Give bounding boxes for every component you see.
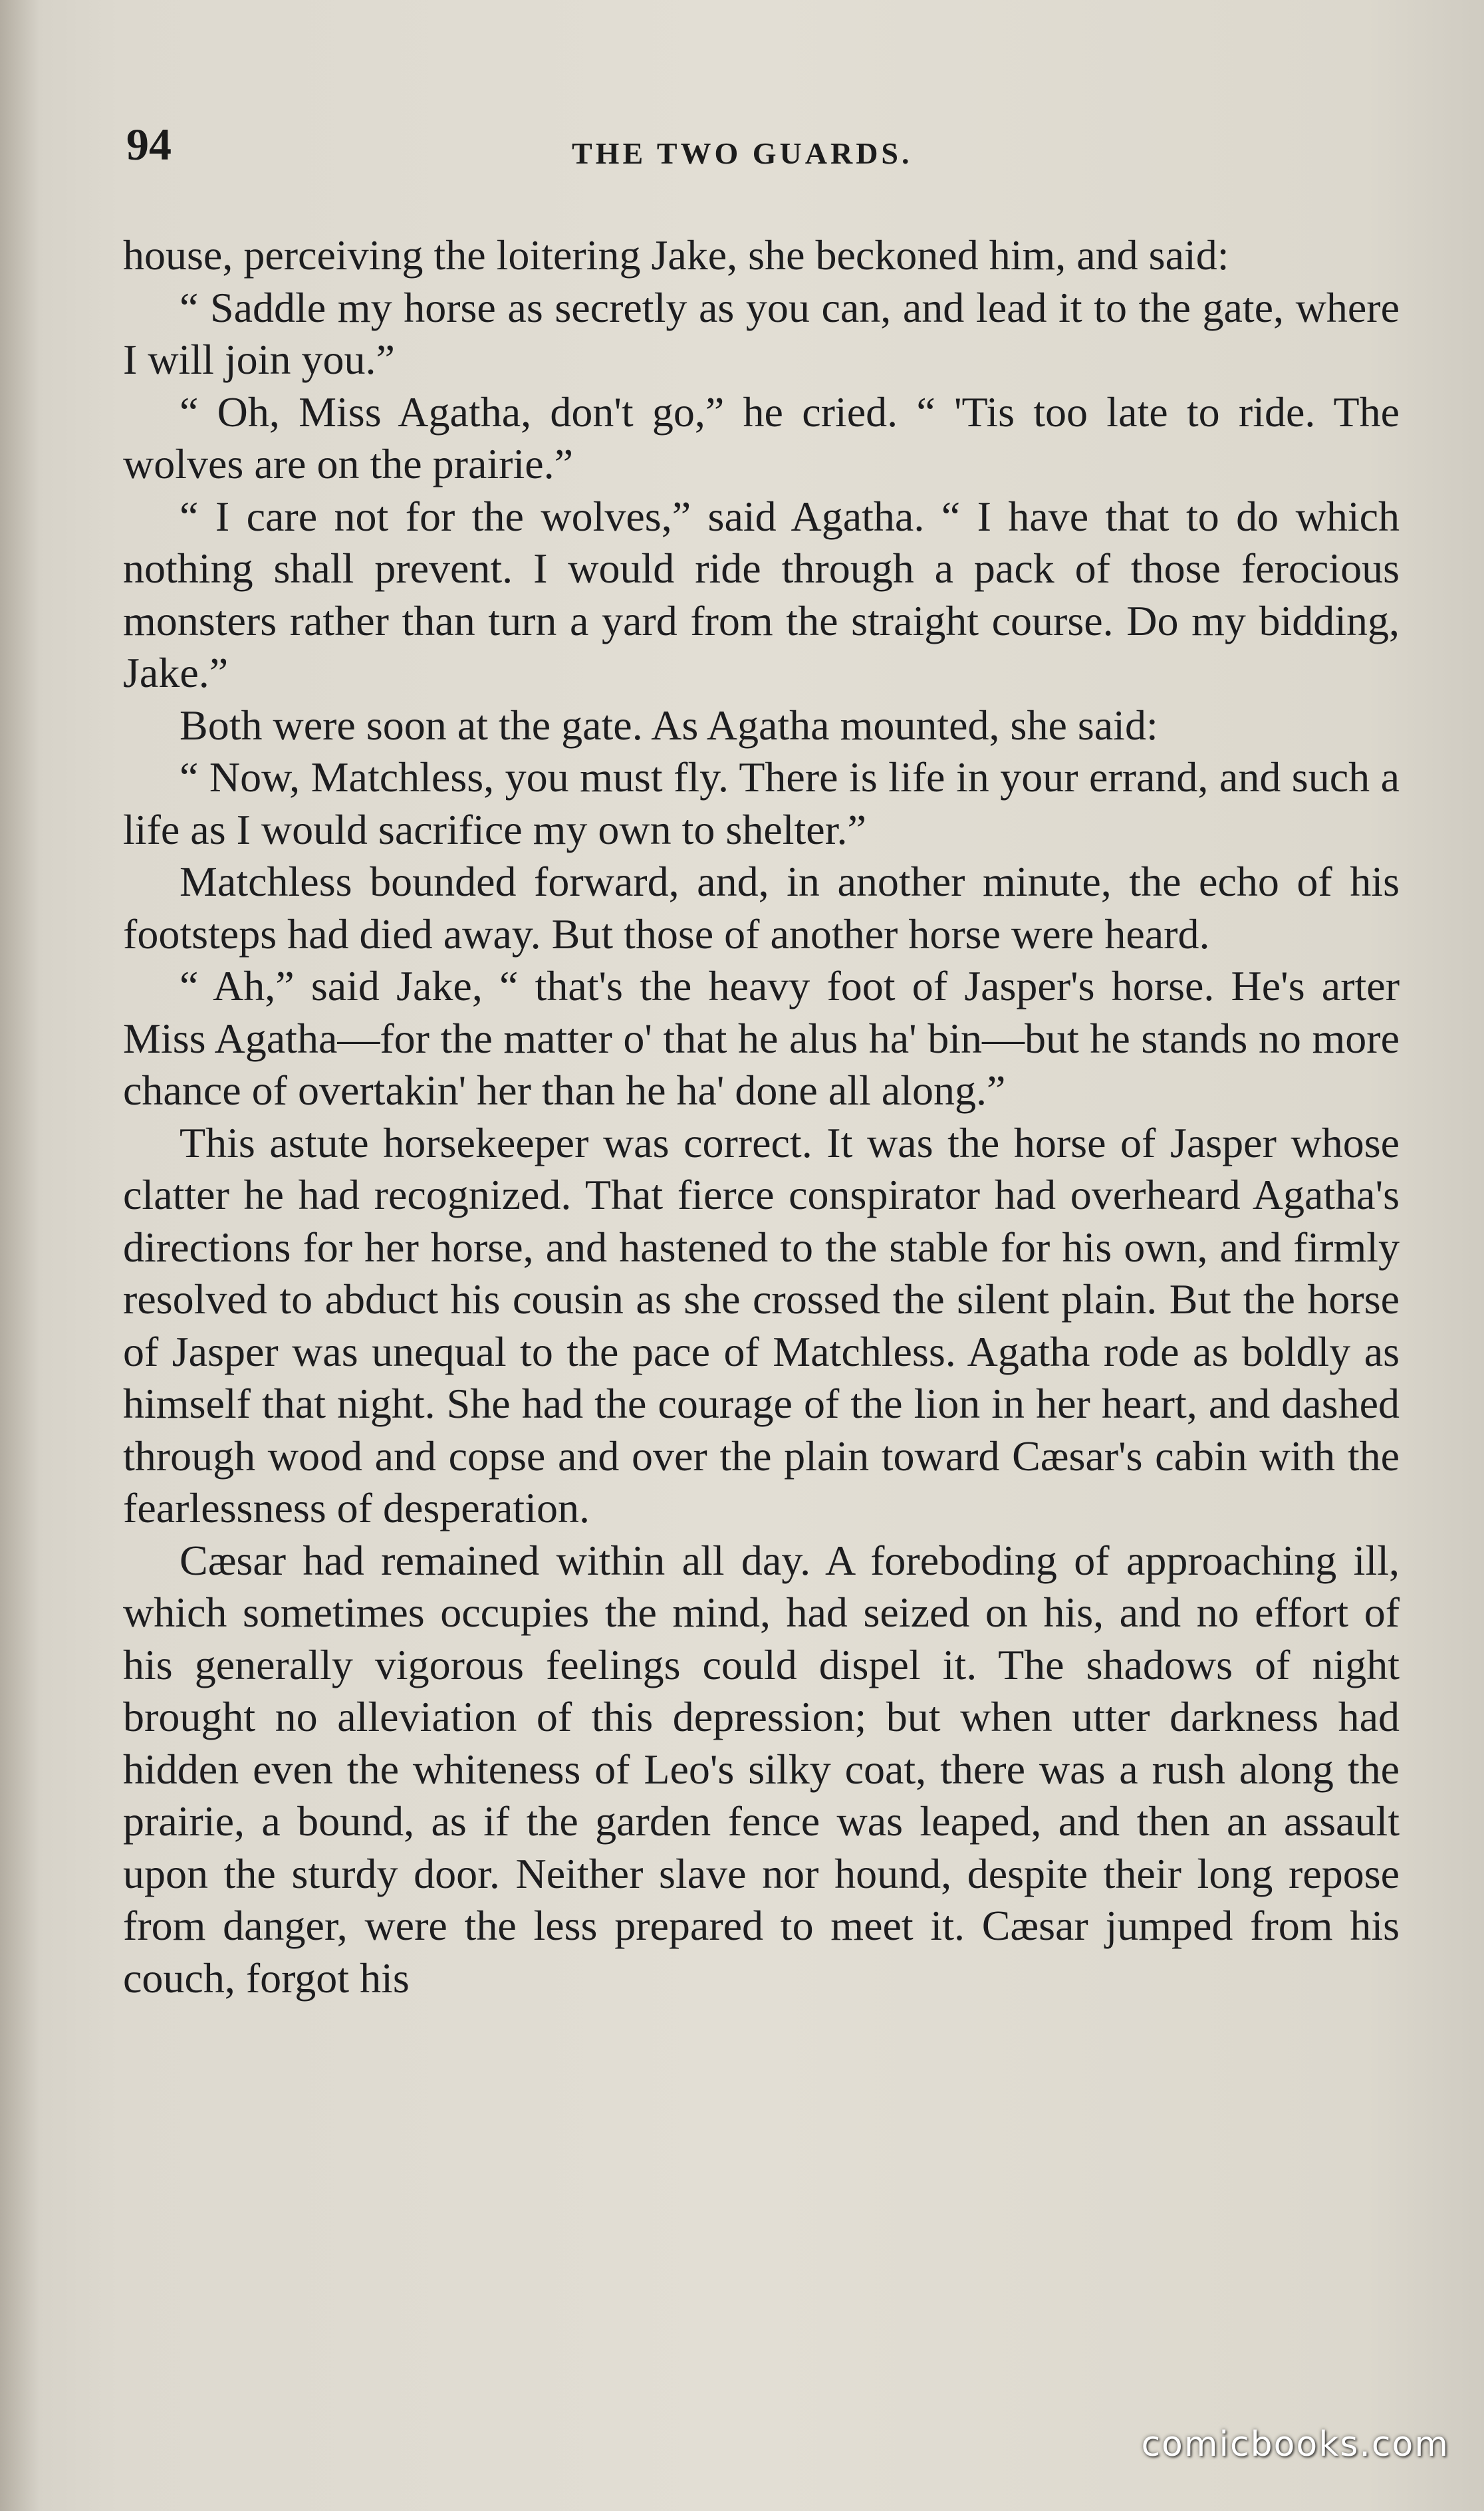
paragraph: house, perceiving the loitering Jake, she beckoned him, and said: [123,231,1229,279]
paragraph: Both were soon at the gate. As Agatha mounted, she said: [180,701,1158,749]
paragraph: “ Saddle my horse as secretly as you can, and lead it to the gate, where I will join you.” [123,283,1400,383]
paragraph: “ I care not for the wolves,” said Agatha. “ I have that to do which nothing shall prevent. I would ride through a pack of those ferocious monsters rather than turn a yard from the straight course. Do my bidding, Jake.” [123,492,1400,696]
paragraph: “ Oh, Miss Agatha, don't go,” he cried. “ 'Tis too late to ride. The wolves are on the prairie.” [123,388,1400,487]
page-edge-shadow [0,0,40,2511]
body-text [123,229,1400,2004]
watermark: comicbooks.com [1141,2425,1449,2464]
paragraph: “ Ah,” said Jake, “ that's the heavy foot of Jasper's horse. He's arter Miss Agatha—for the matter o' that he alus ha' bin—but he stands no more chance of overtakin' her than he ha' done all along.” [123,962,1400,1114]
paragraph: Cæsar had remained within all day. A foreboding of approaching ill, which sometimes occupies the mind, had seized on his, and no effort of his generally vigorous feelings could dispel it. The shadows of night brought no alleviation of this depression; but when utter darkness had hidden even the whiteness of Leo's silky coat, there was a rush along the prairie, a bound, as if the garden fence was leaped, and then an assault upon the sturdy door. Neither slave nor hound, despite their long repose from danger, were the less prepared to meet it. Cæsar jumped from his couch, forgot his [123,1536,1400,2002]
running-head: THE TWO GUARDS. [572,136,913,170]
page-number: 94 [126,119,172,170]
paragraph: Matchless bounded forward, and, in another minute, the echo of his footsteps had died away. But those of another horse were heard. [123,858,1400,958]
paragraph: This astute horsekeeper was correct. It was the horse of Jasper whose clatter he had recognized. That fierce conspirator had overheard Agatha's directions for her horse, and hastened to the stable for his own, and firmly resolved to abduct his cousin as she crossed the silent plain. But the horse of Jasper was unequal to the pace of Matchless. Agatha rode as boldly as himself that night. She had the courage of the lion in her heart, and dashed through wood and copse and over the plain toward Cæsar's cabin with the fearlessness of desperation. [123,1119,1400,1531]
paragraph: “ Now, Matchless, you must fly. There is life in your errand, and such a life as I would sacrifice my own to shelter.” [123,753,1400,853]
